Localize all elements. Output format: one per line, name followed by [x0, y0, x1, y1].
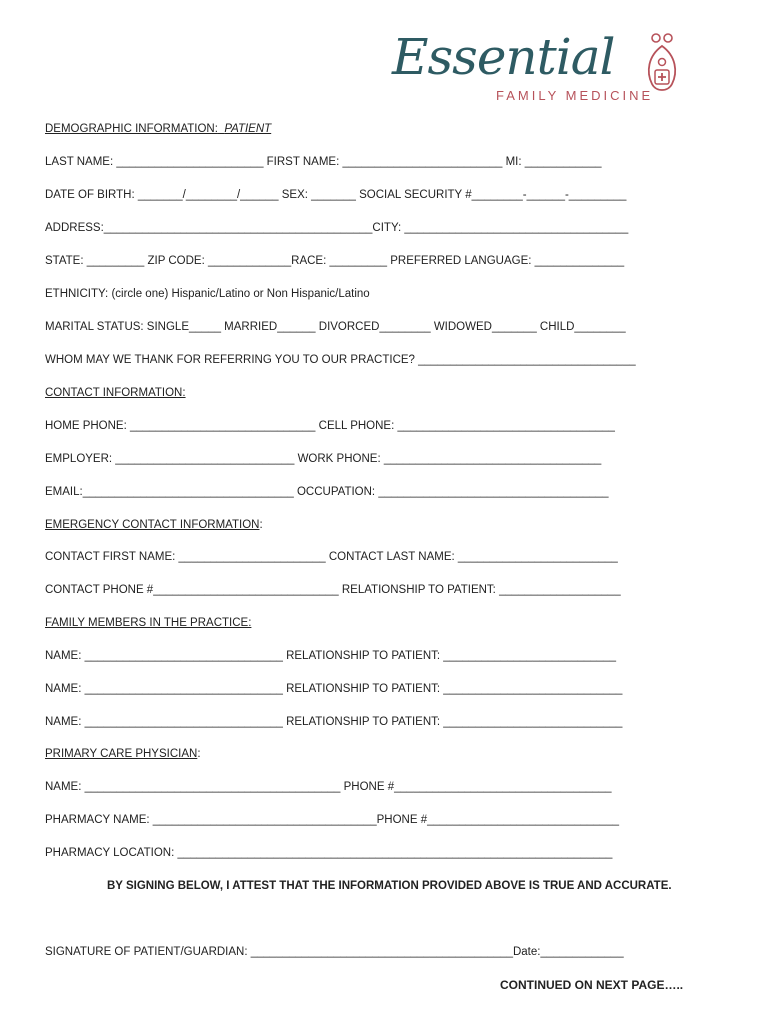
family-icon [642, 32, 682, 94]
pharmacy-row[interactable]: PHARMACY NAME: ___________________________________PHONE #______________________________ [45, 814, 619, 826]
contact-heading: CONTACT INFORMATION: [45, 387, 186, 399]
demographic-label: DEMOGRAPHIC INFORMATION: [45, 123, 218, 135]
emergency-heading-colon: : [259, 519, 263, 531]
pcp-heading-colon: : [197, 748, 201, 760]
emergency-heading-label: EMERGENCY CONTACT INFORMATION [45, 519, 260, 531]
marital-row[interactable]: MARITAL STATUS: SINGLE_____ MARRIED______ DIVORCED________ WIDOWED_______ CHILD________ [45, 321, 626, 333]
practice-logo [392, 28, 692, 108]
ethnicity-row[interactable]: ETHNICITY: (circle one) Hispanic/Latino or Non Hispanic/Latino [45, 288, 370, 300]
family-row-1[interactable]: NAME: _______________________________ RELATIONSHIP TO PATIENT: ___________________________ [45, 650, 616, 662]
emergency-name-row[interactable]: CONTACT FIRST NAME: _______________________ CONTACT LAST NAME: _________________________ [45, 551, 618, 563]
emergency-heading [45, 518, 263, 532]
state-row[interactable]: STATE: _________ ZIP CODE: _____________RACE: _________ PREFERRED LANGUAGE: ______________ [45, 255, 625, 267]
dob-row[interactable]: DATE OF BIRTH: _______/________/______ SEX: _______ SOCIAL SECURITY #________-______-_________ [45, 189, 627, 201]
signature-row[interactable]: SIGNATURE OF PATIENT/GUARDIAN: _________________________________________Date:_____________ [45, 946, 624, 958]
family-row-3[interactable]: NAME: _______________________________ RELATIONSHIP TO PATIENT: ____________________________ [45, 716, 623, 728]
family-row-2[interactable]: NAME: _______________________________ RELATIONSHIP TO PATIENT: ____________________________ [45, 683, 623, 695]
email-row[interactable]: EMAIL:_________________________________ OCCUPATION: ____________________________________ [45, 486, 609, 498]
attestation-statement: BY SIGNING BELOW, I ATTEST THAT THE INFORMATION PROVIDED ABOVE IS TRUE AND ACCURATE. [107, 880, 672, 892]
pharmacy-location-row[interactable]: PHARMACY LOCATION: ____________________________________________________________________ [45, 847, 613, 859]
family-heading: FAMILY MEMBERS IN THE PRACTICE: [45, 617, 252, 629]
referral-row[interactable]: WHOM MAY WE THANK FOR REFERRING YOU TO OUR PRACTICE? __________________________________ [45, 354, 636, 366]
address-row[interactable]: ADDRESS:__________________________________________CITY: ___________________________________ [45, 222, 629, 234]
pcp-heading-label: PRIMARY CARE PHYSICIAN [45, 748, 198, 760]
employer-row[interactable]: EMPLOYER: ____________________________ WORK PHONE: __________________________________ [45, 453, 602, 465]
name-row[interactable]: LAST NAME: _______________________ FIRST NAME: _________________________ MI: ____________ [45, 156, 602, 168]
emergency-phone-row[interactable]: CONTACT PHONE #_____________________________ RELATIONSHIP TO PATIENT: ___________________ [45, 584, 621, 596]
pcp-row[interactable]: NAME: ________________________________________ PHONE #__________________________________ [45, 781, 612, 793]
pcp-heading [45, 747, 201, 761]
demographic-patient: PATIENT [224, 123, 272, 135]
continued-note: CONTINUED ON NEXT PAGE….. [500, 978, 684, 992]
logo-script-text: Essential [392, 28, 615, 86]
demographic-heading [45, 122, 271, 136]
phone-row[interactable]: HOME PHONE: _____________________________ CELL PHONE: __________________________________ [45, 420, 615, 432]
logo-subtitle: FAMILY MEDICINE [496, 88, 654, 103]
